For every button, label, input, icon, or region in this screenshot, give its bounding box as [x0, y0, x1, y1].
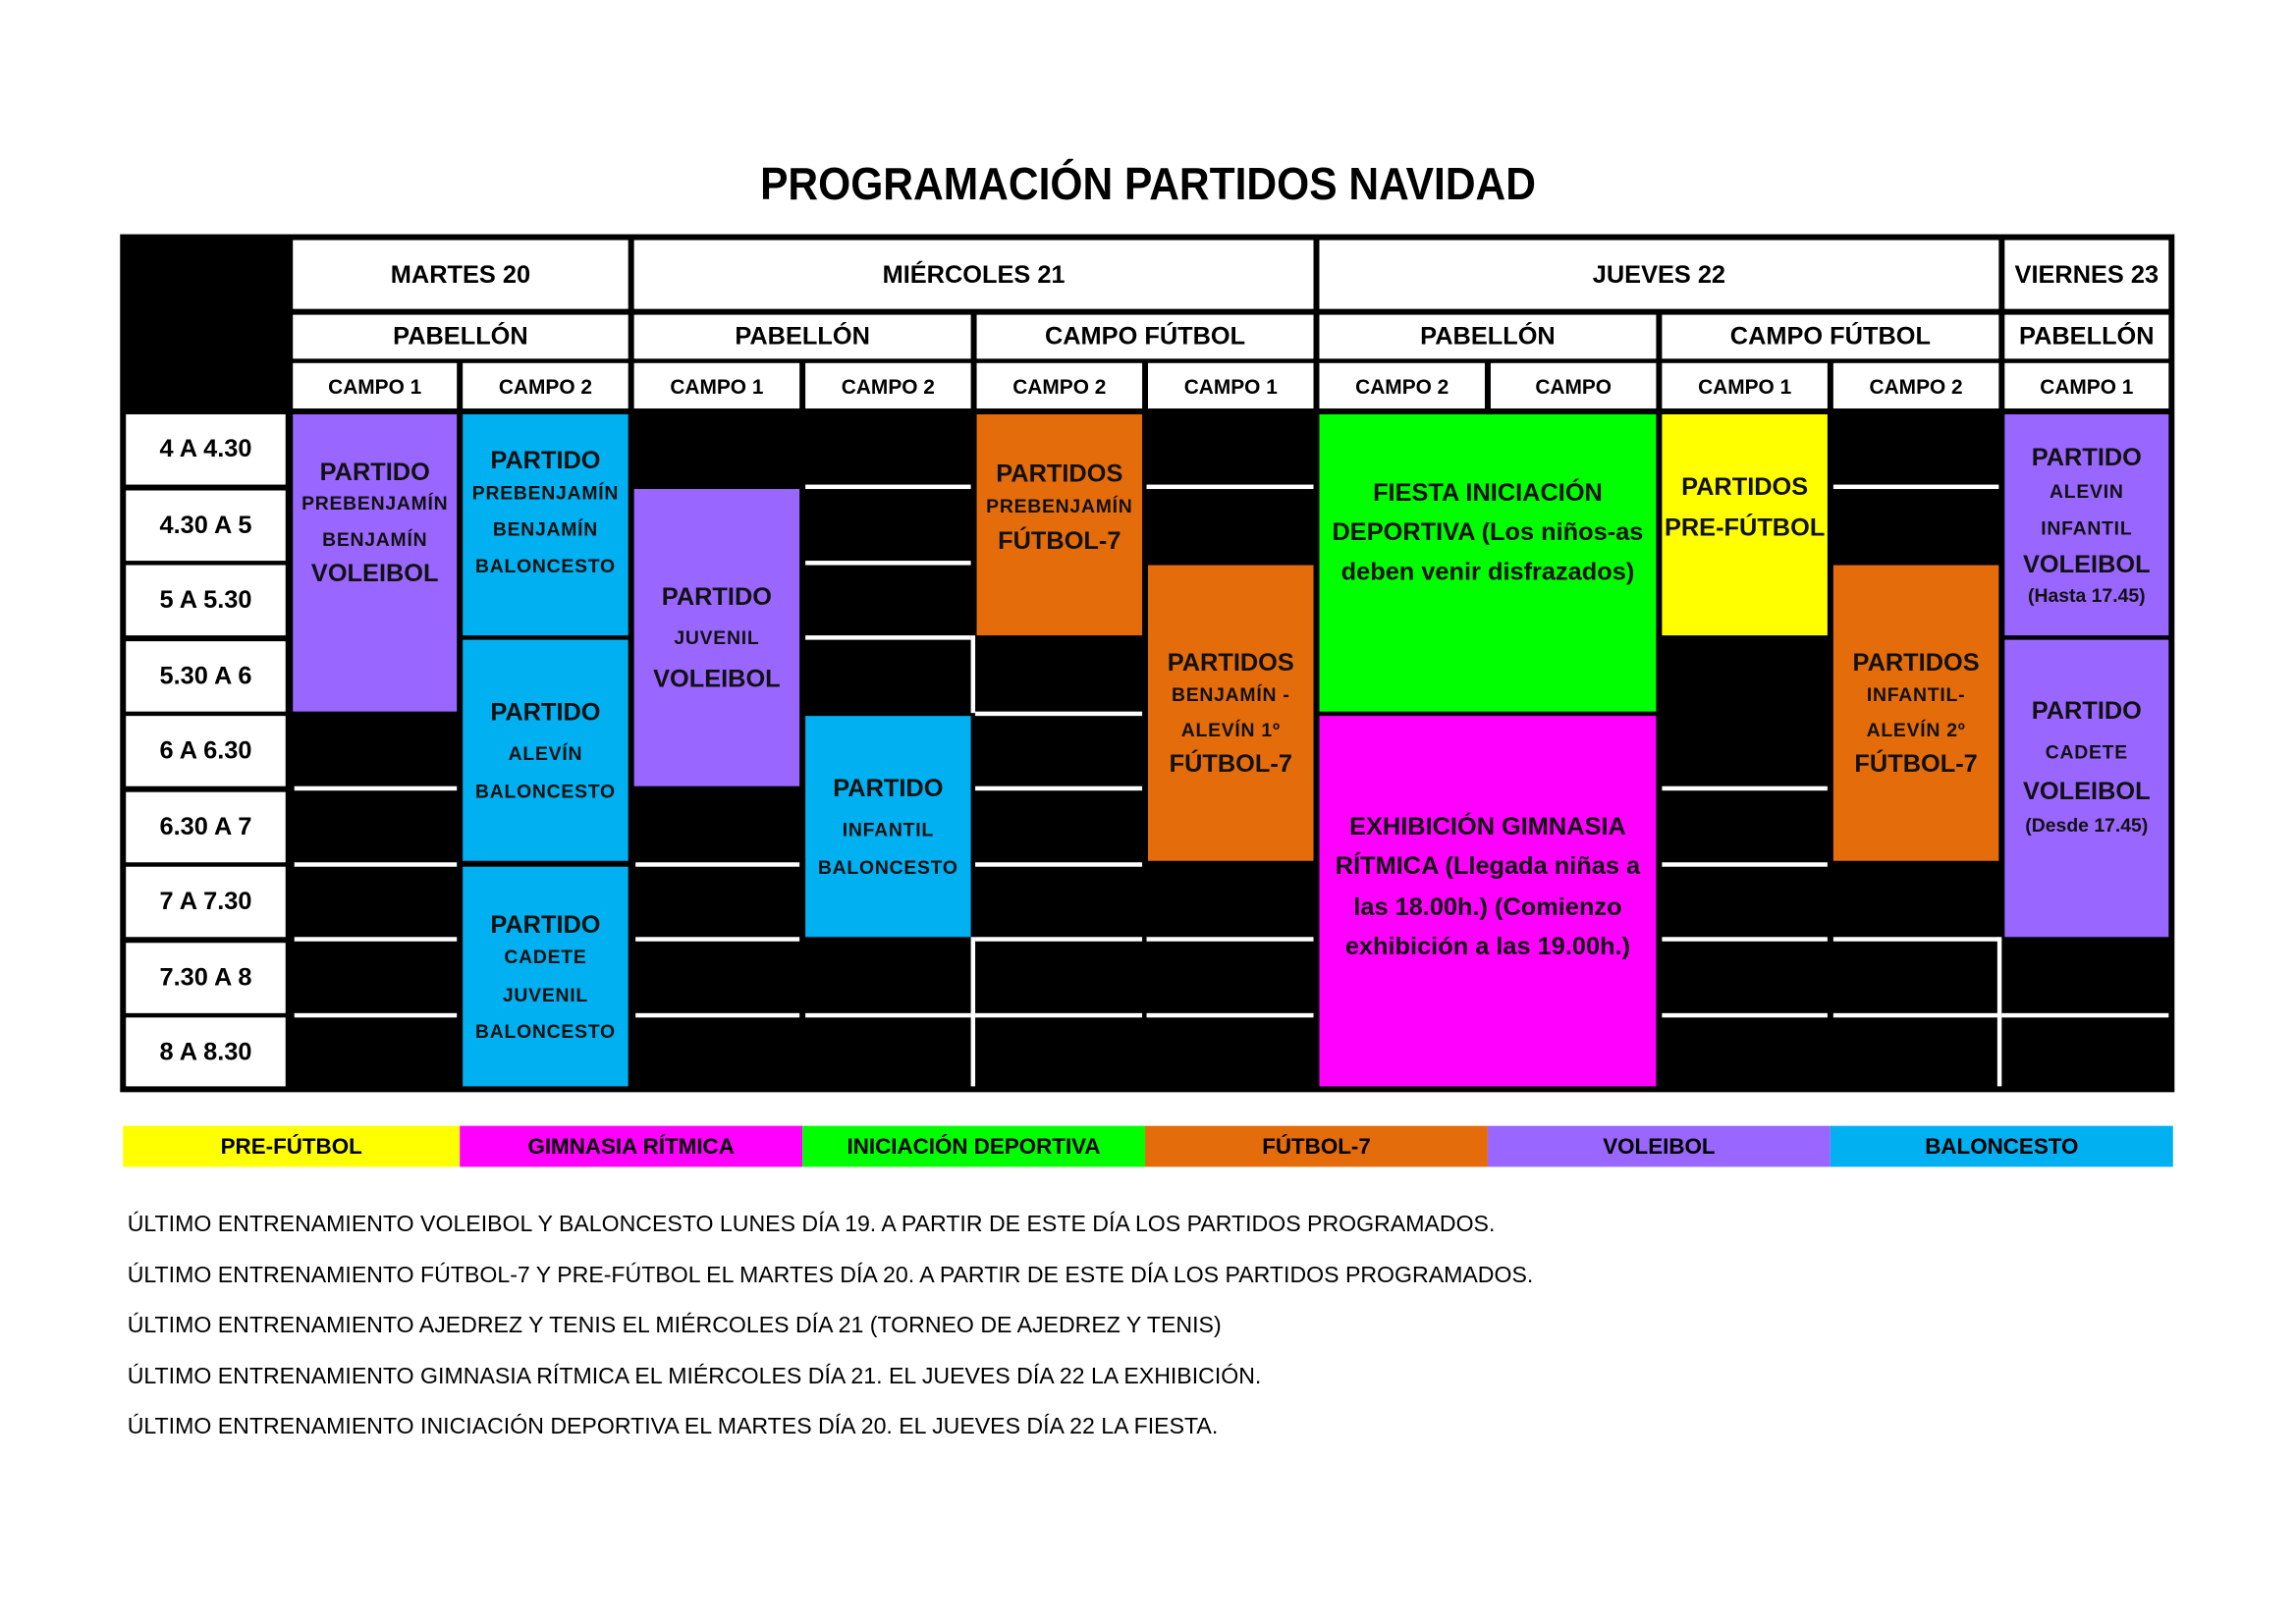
slot-divider: [1662, 786, 1827, 790]
slot-divider: [1662, 937, 1827, 941]
slot-divider: [805, 1013, 970, 1017]
legend-pre-futbol: PRE-FÚTBOL: [123, 1126, 460, 1167]
venue-header: PABELLÓN: [1319, 315, 1656, 359]
slot-divider: [1662, 862, 1827, 866]
event-futbol-7: PARTIDOS INFANTIL- ALEVÍN 2º FÚTBOL-7: [1833, 566, 1998, 861]
campo-header: CAMPO 2: [1833, 363, 1998, 408]
slot-divider: [1662, 1013, 1827, 1017]
slot-divider: [975, 712, 1142, 716]
legend-baloncesto: BALONCESTO: [1831, 1126, 2173, 1167]
slot-divider: [1147, 485, 1314, 489]
campo-header: CAMPO 1: [1662, 363, 1827, 408]
event-baloncesto: PARTIDO INFANTIL BALONCESTO: [805, 716, 970, 937]
time-slot: 4 A 4.30: [126, 414, 286, 485]
slot-divider: [635, 862, 799, 866]
note-line: ÚLTIMO ENTRENAMIENTO FÚTBOL-7 Y PRE-FÚTBOL EL MARTES DÍA 20. A PARTIR DE ESTE DÍA LOS PARTIDOS PROGRAMADOS.: [127, 1263, 1534, 1289]
campo-header: CAMPO 2: [463, 363, 628, 408]
legend-futbol-7: FÚTBOL-7: [1145, 1126, 1488, 1167]
campo-header: CAMPO 1: [293, 363, 457, 408]
campo-header: CAMPO 1: [1148, 363, 1313, 408]
time-slot: 4.30 A 5: [126, 491, 286, 562]
event-voleibol: PARTIDO PREBENJAMÍN BENJAMÍN VOLEIBOL: [293, 414, 457, 712]
event-gimnasia-ritmica: EXHIBICIÓN GIMNASIA RÍTMICA (Llegada niñas a las 18.00h.) (Comienzo exhibición a las 19.00h.): [1319, 716, 1656, 1086]
slot-divider: [1147, 1013, 1314, 1017]
slot-divider: [975, 862, 1142, 866]
time-slot: 6.30 A 7: [126, 792, 286, 863]
slot-divider: [635, 1013, 799, 1017]
slot-divider: [975, 786, 1142, 790]
campo-header: CAMPO 2: [805, 363, 970, 408]
campo-header: CAMPO 2: [1319, 363, 1484, 408]
time-slot: 5.30 A 6: [126, 641, 286, 712]
time-slot: 5 A 5.30: [126, 566, 286, 636]
venue-header: PABELLÓN: [2004, 315, 2168, 359]
note-line: ÚLTIMO ENTRENAMIENTO AJEDREZ Y TENIS EL MIÉRCOLES DÍA 21 (TORNEO DE AJEDREZ Y TENIS): [127, 1313, 1222, 1338]
campo-header: CAMPO 1: [2004, 363, 2168, 408]
venue-header: PABELLÓN: [634, 315, 971, 359]
slot-divider: [1147, 937, 1314, 941]
event-baloncesto: PARTIDO PREBENJAMÍN BENJAMÍN BALONCESTO: [463, 414, 628, 635]
slot-divider: [975, 1013, 1142, 1017]
event-iniciacion-deportiva: FIESTA INICIACIÓN DEPORTIVA (Los niños-as deben venir disfrazados): [1319, 414, 1656, 712]
event-futbol-7: PARTIDOS PREBENJAMÍN FÚTBOL-7: [977, 414, 1142, 635]
event-baloncesto: PARTIDO CADETE JUVENIL BALONCESTO: [463, 867, 628, 1087]
slot-divider: [1997, 937, 2001, 1086]
slot-divider: [971, 635, 975, 713]
event-voleibol: PARTIDO JUVENIL VOLEIBOL: [634, 489, 799, 786]
venue-header: PABELLÓN: [293, 315, 628, 359]
campo-header: CAMPO: [1491, 363, 1656, 408]
slot-divider: [805, 485, 970, 489]
event-pre-futbol: PARTIDOS PRE-FÚTBOL: [1662, 414, 1827, 635]
slot-divider: [295, 862, 458, 866]
legend-voleibol: VOLEIBOL: [1488, 1126, 1831, 1167]
day-header-viernes: VIERNES 23: [2004, 241, 2168, 309]
slot-divider: [975, 937, 1142, 941]
note-line: ÚLTIMO ENTRENAMIENTO GIMNASIA RÍTMICA EL MIÉRCOLES DÍA 21. EL JUEVES DÍA 22 LA EXHIBICIÓN.: [127, 1364, 1262, 1390]
slot-divider: [971, 937, 975, 1086]
slot-divider: [2001, 1013, 2168, 1017]
page-title: PROGRAMACIÓN PARTIDOS NAVIDAD: [760, 158, 1536, 210]
day-header-jueves: JUEVES 22: [1319, 241, 1998, 309]
slot-divider: [805, 561, 970, 565]
event-baloncesto: PARTIDO ALEVÍN BALONCESTO: [463, 640, 628, 861]
slot-divider: [1833, 1013, 1998, 1017]
event-voleibol: PARTIDO ALEVIN INFANTIL VOLEIBOL (Hasta 17.45): [2004, 414, 2168, 635]
note-line: ÚLTIMO ENTRENAMIENTO VOLEIBOL Y BALONCESTO LUNES DÍA 19. A PARTIR DE ESTE DÍA LOS PARTIDOS PROGRAMADOS.: [127, 1212, 1496, 1237]
slot-divider: [1833, 485, 1998, 489]
time-slot: 8 A 8.30: [126, 1017, 286, 1086]
note-line: ÚLTIMO ENTRENAMIENTO INICIACIÓN DEPORTIVA EL MARTES DÍA 20. EL JUEVES DÍA 22 LA FIESTA.: [127, 1414, 1219, 1439]
campo-header: CAMPO 2: [977, 363, 1142, 408]
slot-divider: [635, 937, 799, 941]
slot-divider: [295, 1013, 458, 1017]
event-voleibol: PARTIDO CADETE VOLEIBOL (Desde 17.45): [2004, 640, 2168, 938]
venue-header: CAMPO FÚTBOL: [977, 315, 1314, 359]
legend-iniciacion-deportiva: INICIACIÓN DEPORTIVA: [802, 1126, 1145, 1167]
slot-divider: [805, 635, 970, 639]
day-header-martes: MARTES 20: [293, 241, 628, 309]
slot-divider: [1833, 937, 1998, 941]
day-header-miercoles: MIÉRCOLES 21: [634, 241, 1314, 309]
campo-header: CAMPO 1: [634, 363, 799, 408]
venue-header: CAMPO FÚTBOL: [1662, 315, 1998, 359]
time-slot: 7 A 7.30: [126, 867, 286, 938]
slot-divider: [295, 937, 458, 941]
slot-divider: [295, 786, 458, 790]
event-futbol-7: PARTIDOS BENJAMÍN - ALEVÍN 1º FÚTBOL-7: [1148, 566, 1313, 861]
legend-gimnasia-ritmica: GIMNASIA RÍTMICA: [460, 1126, 802, 1167]
time-slot: 7.30 A 8: [126, 943, 286, 1013]
time-slot: 6 A 6.30: [126, 716, 286, 786]
